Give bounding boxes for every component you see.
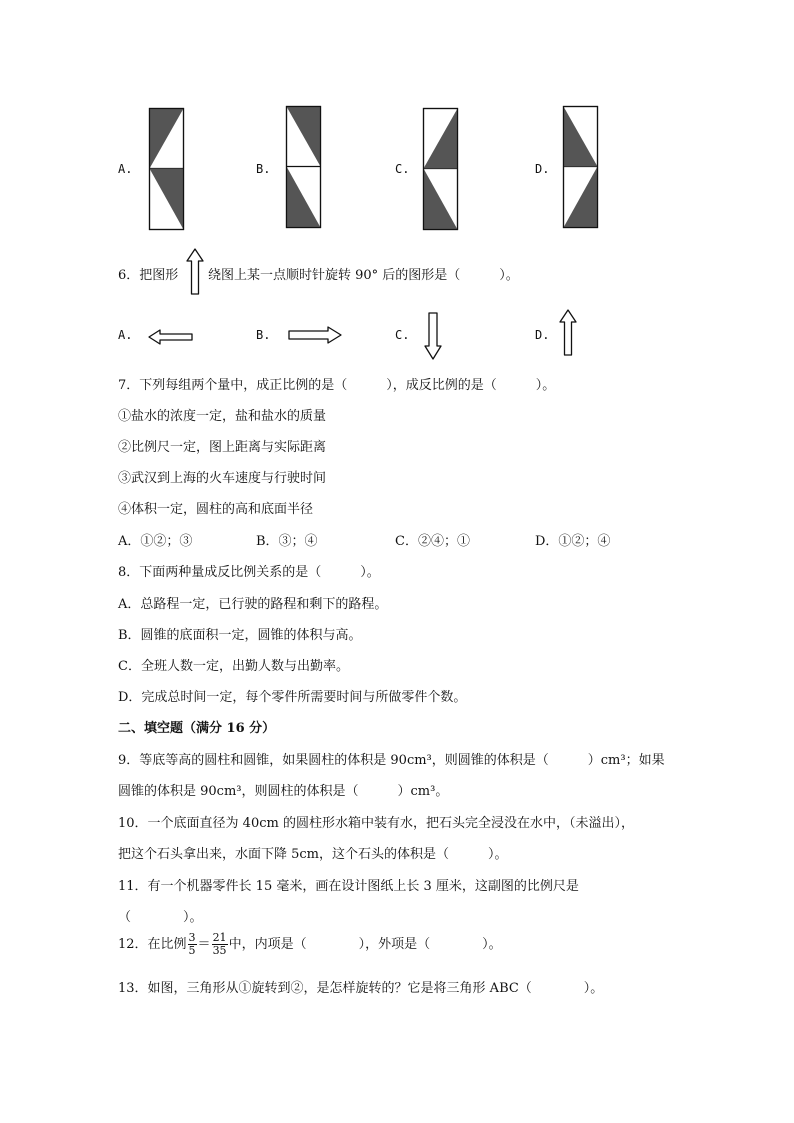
q7-option-c: C．②④；① [395, 534, 470, 549]
q7-item-1: ①盐水的浓度一定，盐和盐水的质量 [118, 409, 327, 424]
q6-option-b-right-arrow-icon [288, 326, 342, 344]
q5-option-a-figure [149, 108, 185, 230]
q7-item-2: ②比例尺一定，图上距离与实际距离 [118, 440, 327, 455]
q8-option-a: A．总路程一定，已行驶的路程和剩下的路程。 [118, 597, 388, 612]
q6-option-c-label: C. [395, 328, 410, 342]
q7-option-d: D．①②；④ [535, 534, 611, 549]
q5-option-b-label: B. [256, 162, 271, 176]
q5-option-a-label: A. [118, 162, 133, 176]
q5-option-d-label: D. [535, 162, 550, 176]
q8-option-b: B．圆锥的底面积一定，圆锥的体积与高。 [118, 628, 362, 643]
q8-option-c: C．全班人数一定，出勤人数与出勤率。 [118, 659, 349, 674]
q9-line-1: 9．等底等高的圆柱和圆锥，如果圆柱的体积是 90cm³，则圆锥的体积是（ ）cm³；如果 [118, 753, 665, 768]
q5-option-c-label: C. [395, 162, 410, 176]
q7-item-4: ④体积一定，圆柱的高和底面半径 [118, 502, 314, 517]
q12-fraction-2 [212, 932, 228, 957]
q6-suffix: 绕图上某一点顺时针旋转 90° 后的图形是（ ）。 [208, 268, 519, 283]
q12-fraction-1 [188, 932, 197, 957]
q5-option-b-figure [286, 106, 322, 228]
q6-option-d-up-arrow-icon [558, 309, 578, 357]
q6-option-b-label: B. [256, 328, 271, 342]
q5-option-c-figure [423, 108, 459, 230]
q6-figure-up-arrow-icon [185, 248, 205, 296]
q12-prefix: 12．在比例 [118, 937, 187, 952]
q13-text: 13．如图，三角形从①旋转到②，是怎样旋转的？它是将三角形 ABC（ ）。 [118, 981, 604, 996]
q7-item-3: ③武汉到上海的火车速度与行驶时间 [118, 471, 327, 486]
section-2-title: 二、填空题（满分 16 分） [118, 721, 276, 736]
q12-fraction-2-denominator: 35 [212, 944, 227, 957]
q7-option-a: A．①②；③ [118, 534, 193, 549]
q12-fraction-1-numerator: 3 [188, 931, 196, 944]
q6-prefix: 6．把图形 [118, 268, 179, 283]
q7-option-b: B．③；④ [256, 534, 318, 549]
q12 [118, 932, 502, 957]
q12-fraction-2-numerator: 21 [212, 931, 227, 944]
q9-line-2: 圆锥的体积是 90cm³，则圆柱的体积是（ ）cm³。 [118, 784, 449, 799]
q12-suffix: 中，内项是（ ），外项是（ ）。 [228, 937, 502, 952]
q8-option-d: D．完成总时间一定，每个零件所需要时间与所做零件个数。 [118, 690, 467, 705]
q10-line-1: 10．一个底面直径为 40cm 的圆柱形水箱中装有水，把石头完全浸没在水中，（未溢出）， [118, 816, 634, 831]
q6-option-d-label: D. [535, 328, 550, 342]
q12-fraction-1-denominator: 5 [188, 944, 196, 957]
q6-option-a-label: A. [118, 328, 133, 342]
q6-option-a-left-arrow-icon [148, 329, 194, 345]
q5-option-d-figure [563, 106, 599, 228]
q11-line-2: （ ）。 [118, 910, 203, 925]
q7-question: 7．下列每组两个量中，成正比例的是（ ），成反比例的是（ ）。 [118, 378, 556, 393]
q8-question: 8．下面两种量成反比例关系的是（ ）。 [118, 565, 380, 580]
q10-line-2: 把这个石头拿出来，水面下降 5cm，这个石头的体积是（ ）。 [118, 847, 508, 862]
q6-option-c-down-arrow-icon [424, 312, 442, 360]
q12-equals: ＝ [197, 937, 211, 952]
q11-line-1: 11．有一个机器零件长 15 毫米，画在设计图纸上长 3 厘米，这副图的比例尺是 [118, 879, 579, 894]
